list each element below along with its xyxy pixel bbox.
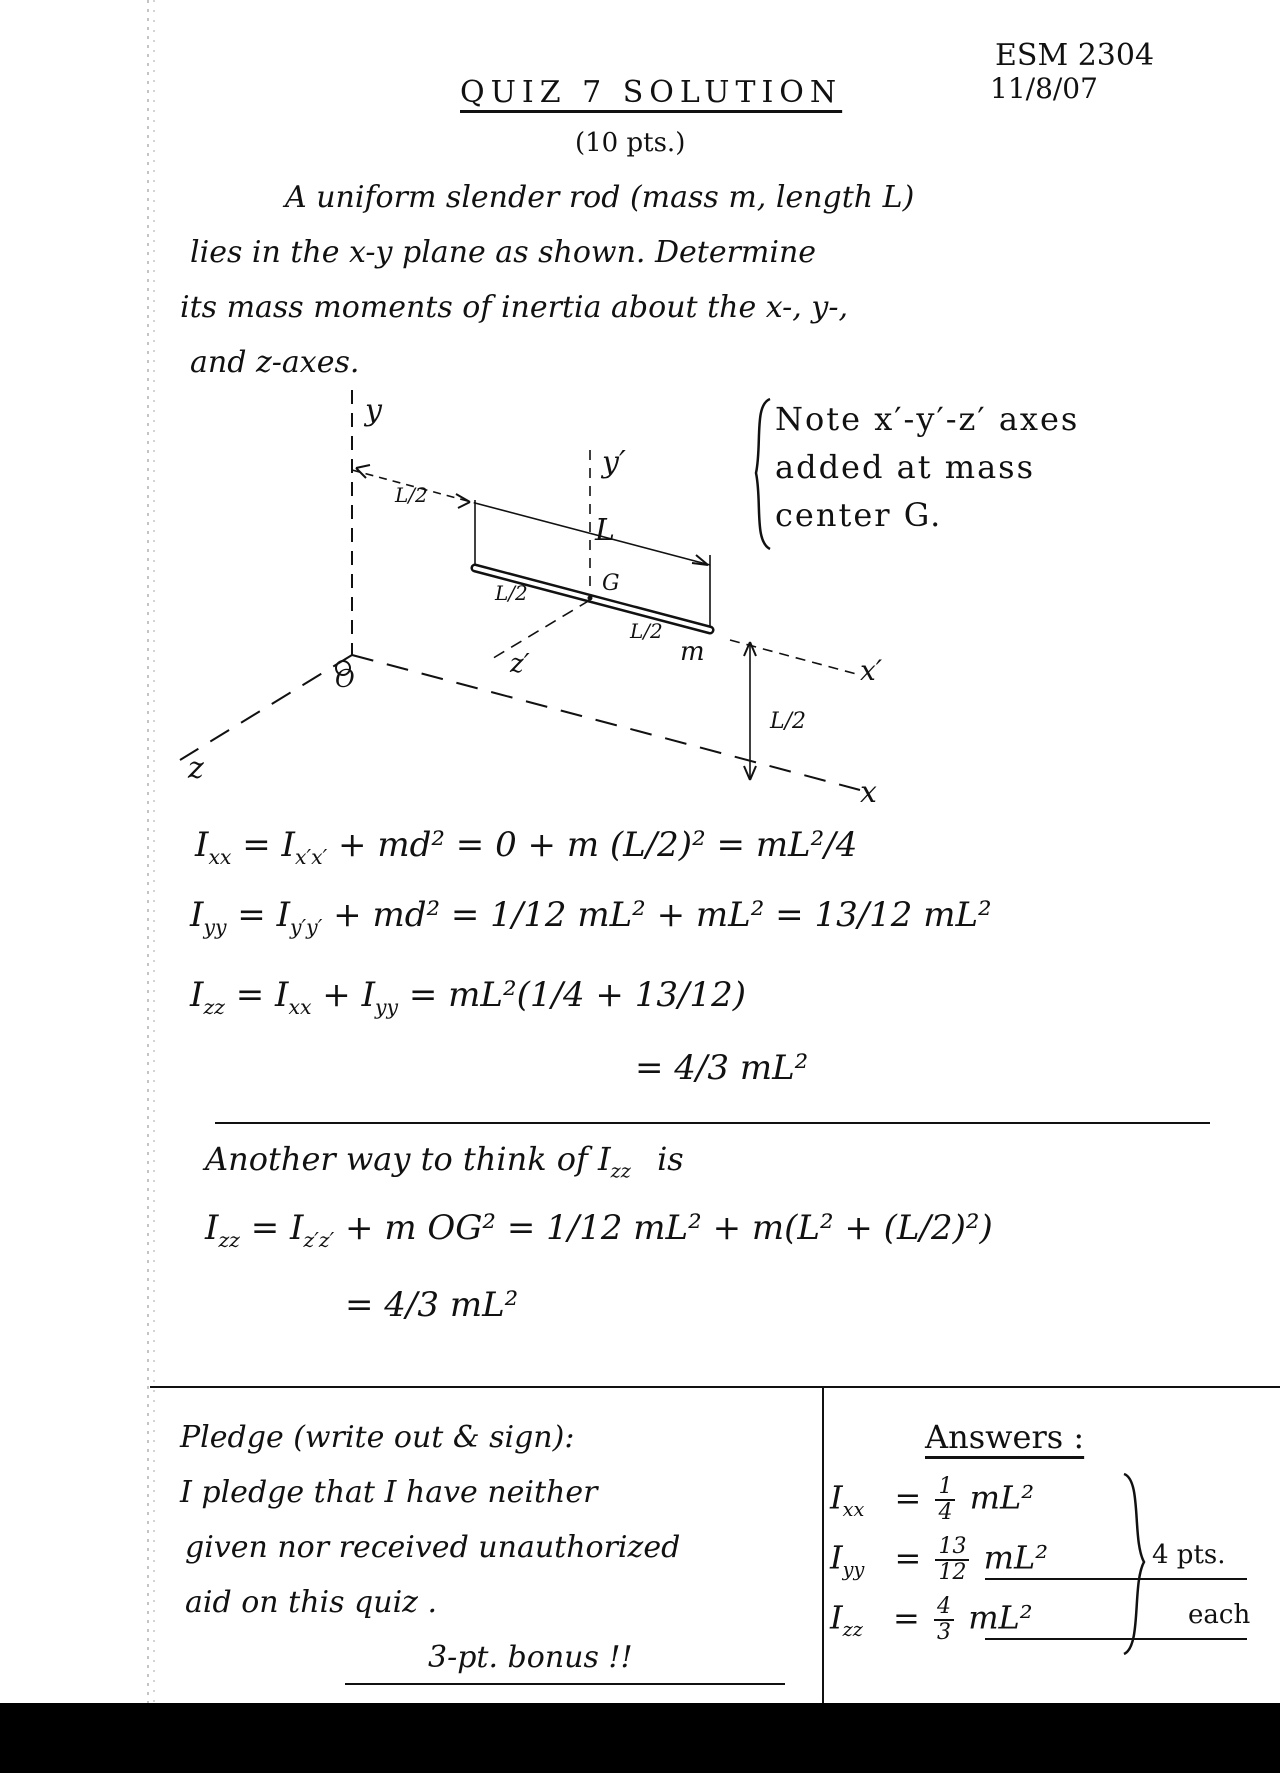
page-title: QUIZ 7 SOLUTION bbox=[460, 75, 843, 110]
quiz-date: 11/8/07 bbox=[990, 72, 1098, 105]
answer-row: $I_{yy}$ = $\frac{13}{12}$ mL² bbox=[830, 1534, 1049, 1586]
alternate-eq: $I_{zz} = I_{z'z'} + m$ OG² = 1/12 mL² + m(L² + (L/2)²) bbox=[205, 1208, 993, 1252]
label-half-b: L/2 bbox=[630, 619, 663, 643]
scan-border-bar bbox=[0, 1703, 1280, 1773]
eq-iyy: $I_{yy} = I_{y'y'} + md^2 = 1/12$ mL² + mL² = 13/12 mL² bbox=[190, 895, 992, 939]
answers-rule-1 bbox=[985, 1578, 1247, 1580]
box-top-border bbox=[150, 1386, 1280, 1388]
iyy-result: 13/12 mL² bbox=[814, 895, 992, 935]
answers-rule-2 bbox=[985, 1638, 1247, 1640]
problem-line-3: its mass moments of inertia about the x-, y-, bbox=[180, 290, 848, 325]
signature-line bbox=[345, 1683, 785, 1685]
problem-line-4: and z-axes. bbox=[190, 345, 360, 380]
label-mass: m bbox=[680, 637, 705, 667]
length-dim-line bbox=[475, 503, 710, 565]
rod-diagram bbox=[170, 390, 930, 810]
label-z: z bbox=[188, 751, 204, 786]
answer-fraction: $\frac{1}{4}$ bbox=[935, 1475, 955, 1525]
eq-ixx: $I_{xx} = I_{x'x'} + md^2 = 0 + m$ (L/2)² = mL²/4 bbox=[195, 825, 858, 869]
answers-heading: Answers : bbox=[925, 1418, 1085, 1456]
label-half-a: L/2 bbox=[495, 581, 528, 605]
label-y-prime: y′ bbox=[602, 445, 626, 480]
alternate-result: = 4/3 mL² bbox=[345, 1285, 519, 1325]
margin-line bbox=[140, 0, 160, 1703]
label-G: G bbox=[602, 571, 620, 596]
pledge-heading: Pledge (write out & sign): bbox=[180, 1420, 575, 1455]
problem-line-1: A uniform slender rod (mass m, length L) bbox=[285, 180, 915, 215]
label-x-prime: x′ bbox=[860, 654, 883, 687]
half-dim-arrow-right bbox=[456, 494, 470, 508]
points-value: (10 pts.) bbox=[575, 128, 686, 158]
answer-row: $I_{zz}$ = $\frac{4}{3}$ mL² bbox=[830, 1594, 1033, 1646]
box-divider bbox=[822, 1386, 824, 1703]
answers-points: 4 pts. bbox=[1152, 1540, 1226, 1570]
course-code: ESM 2304 bbox=[995, 38, 1155, 73]
ixx-result: mL²/4 bbox=[755, 825, 858, 865]
eq-izz: $I_{zz} = I_{xx} + I_{yy} = mL^2(1/4 + 13/12)$ bbox=[190, 975, 746, 1019]
problem-line-2: lies in the x-y plane as shown. Determine bbox=[190, 235, 817, 270]
half-dim-arrow-left bbox=[356, 465, 370, 478]
mass-center-dot bbox=[588, 596, 593, 601]
label-y: y bbox=[365, 393, 382, 428]
note-line-1: Note x′-y′-z′ axes bbox=[775, 400, 1080, 438]
label-half: L/2 bbox=[395, 483, 428, 507]
note-line-3: center G. bbox=[775, 496, 943, 534]
label-length: L bbox=[595, 513, 615, 548]
length-dim-arrow bbox=[692, 555, 708, 565]
pledge-line-1: I pledge that I have neither bbox=[180, 1475, 598, 1510]
section-divider bbox=[215, 1122, 1210, 1124]
z-axis bbox=[180, 655, 352, 760]
answers-each: each bbox=[1188, 1600, 1251, 1630]
eq-izz-result: = 4/3 mL² bbox=[635, 1048, 809, 1088]
note-line-2: added at mass bbox=[775, 448, 1036, 486]
bonus-note: 3-pt. bonus !! bbox=[428, 1640, 633, 1675]
label-origin: O bbox=[335, 665, 355, 693]
alternate-intro: Another way to think of $I_{zz}$ is bbox=[205, 1140, 684, 1183]
answer-row: $I_{xx}$ = $\frac{1}{4}$ mL² bbox=[830, 1474, 1035, 1526]
answer-fraction: $\frac{4}{3}$ bbox=[934, 1595, 954, 1645]
z-prime-axis bbox=[490, 600, 590, 660]
pledge-line-3: aid on this quiz . bbox=[185, 1585, 438, 1620]
label-z-prime: z′ bbox=[510, 649, 530, 679]
label-x: x bbox=[860, 775, 877, 810]
answer-fraction: $\frac{13}{12}$ bbox=[935, 1535, 969, 1585]
label-drop-half: L/2 bbox=[770, 709, 807, 734]
pledge-line-2: given nor received unauthorized bbox=[185, 1530, 681, 1565]
